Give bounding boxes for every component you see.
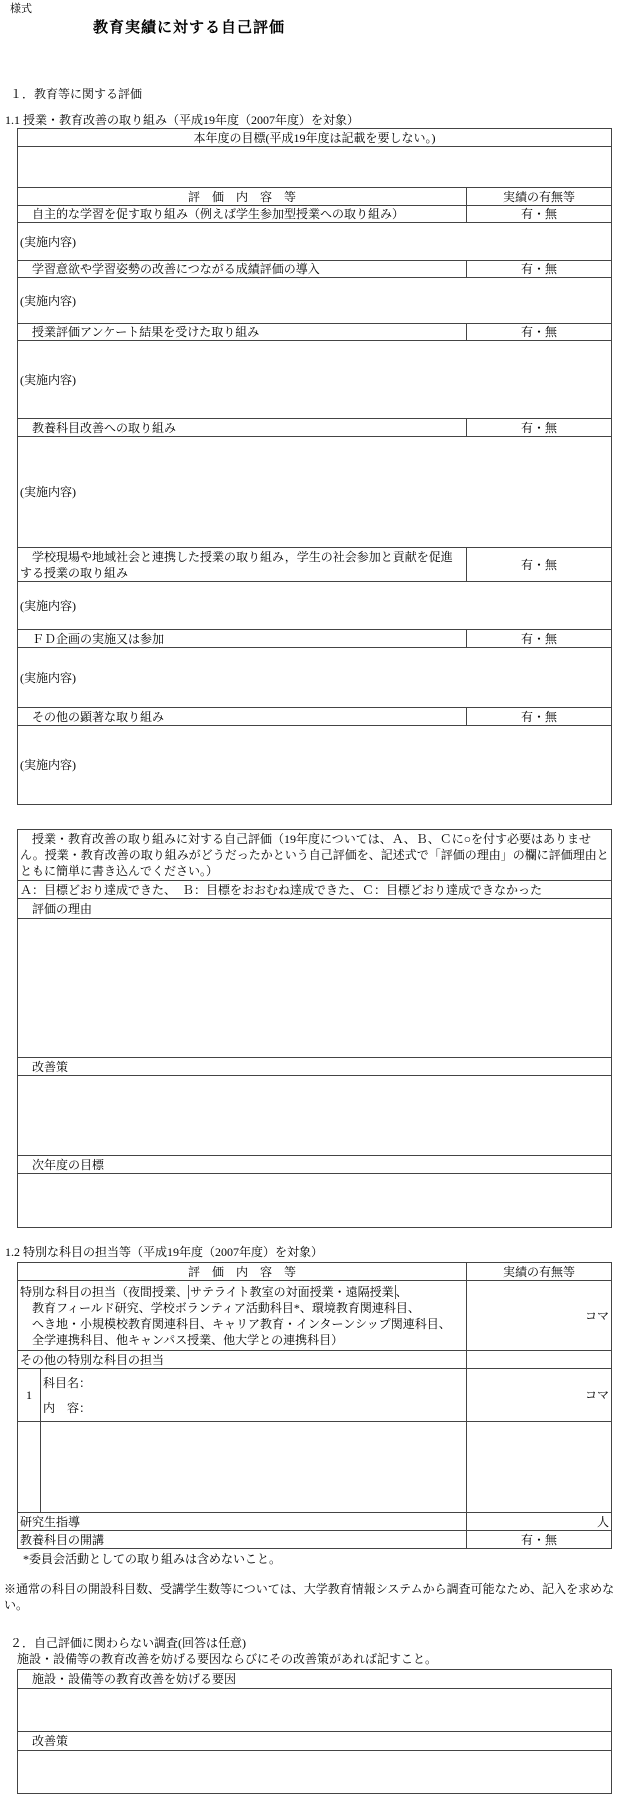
special-line1-prefix: 特別な科目の担当（夜間授業、	[20, 1284, 189, 1299]
impl-area-independent-learning[interactable]	[18, 223, 612, 261]
self-evaluation-table	[17, 829, 612, 1228]
column-header-result: 実績の有無等	[467, 1263, 612, 1281]
next-year-goal-input-area[interactable]	[18, 1174, 612, 1228]
committee-footnote: *委員会活動としての取り組みは含めないこと。	[23, 1552, 282, 1566]
item-label-fd-program: ＦＤ企画の実施又は参加	[18, 630, 467, 648]
impl-label: (実施内容)	[20, 234, 76, 249]
page-title: 教育実績に対する自己評価	[93, 20, 286, 36]
special-subjects-unit[interactable]: コマ	[467, 1281, 612, 1351]
liberal-arts-offering-label: 教養科目の開講	[18, 1531, 467, 1549]
impl-label: (実施内容)	[20, 598, 76, 613]
facility-improvement-label: 改善策	[18, 1732, 612, 1751]
impl-area-other-notable[interactable]	[18, 726, 612, 805]
annual-goal-header: 本年度の目標(平成19年度は記載を要しない。)	[18, 129, 612, 147]
impl-label: (実施内容)	[20, 372, 76, 387]
section2-heading: ２．自己評価に関わらない調査(回答は任意)	[10, 1636, 246, 1650]
item-result-survey-response[interactable]: 有・無	[467, 324, 612, 341]
self-eval-intro: 授業・教育改善の取り組みに対する自己評価（19年度については、Ａ、Ｂ、Ｃに○を付す必要はありません。授業・教育改善の取り組みがどうだったかという自己評価を、記述式で「評価の理由」の欄に評価理由とともに簡単に書き込んでください。）	[18, 830, 612, 881]
special-subjects-line4: 全学連携科目、他キャンパス授業、他大学との連携科目）	[20, 1332, 344, 1347]
impl-area-fd-program[interactable]	[18, 648, 612, 708]
impl-area-community-collaboration[interactable]	[18, 582, 612, 630]
item-label-community-collaboration: 学校現場や地域社会と連携した授業の取り組み，学生の社会参加と貢献を促進する授業の取り組み	[18, 548, 467, 582]
special-line1-boxed-text: サテライト教室の対面授業・遠隔授業	[190, 1284, 394, 1299]
item-label-independent-learning: 自主的な学習を促す取り組み（例えば学生参加型授業への取り組み）	[18, 206, 467, 223]
other-special-subjects-value[interactable]	[467, 1351, 612, 1369]
facility-factor-input-area[interactable]	[18, 1689, 612, 1732]
special-line1-suffix: 、	[395, 1284, 408, 1299]
impl-label: (実施内容)	[20, 293, 76, 308]
item-result-grade-evaluation[interactable]: 有・無	[467, 261, 612, 278]
liberal-arts-offering-value[interactable]: 有・無	[467, 1531, 612, 1549]
empty-subject-entry-cell[interactable]	[41, 1422, 467, 1513]
special-subjects-line1	[20, 1284, 464, 1300]
improvement-plan-label: 改善策	[18, 1058, 612, 1076]
annual-goal-input-area[interactable]	[18, 147, 612, 188]
facilities-table	[17, 1669, 612, 1794]
eval-reason-label: 評価の理由	[18, 899, 612, 919]
section1-1-heading: 1.1 授業・教育改善の取り組み（平成19年度（2007年度）を対象）	[5, 113, 360, 127]
facility-factor-label: 施設・設備等の教育改善を妨げる要因	[18, 1670, 612, 1689]
subject-entry-unit[interactable]: コマ	[467, 1369, 612, 1422]
impl-area-liberal-arts-improvement[interactable]	[18, 437, 612, 548]
impl-label: (実施内容)	[20, 758, 76, 772]
item-result-fd-program[interactable]: 有・無	[467, 630, 612, 648]
item-result-liberal-arts-improvement[interactable]: 有・無	[467, 419, 612, 437]
empty-row-number-cell[interactable]	[18, 1422, 41, 1513]
subject-name-label: 科目名：	[43, 1375, 92, 1390]
empty-subject-unit-cell[interactable]	[467, 1422, 612, 1513]
system-survey-note: ※通常の科目の開設科目数、受講学生数等については、大学教育情報システムから調査可能なため、記入を求めない。	[4, 1582, 615, 1612]
impl-label: (実施内容)	[20, 485, 76, 499]
special-subjects-line3: へき地・小規模校教育関連科目、キャリア教育・インターンシップ関連科目、	[20, 1316, 451, 1331]
special-subjects-table	[17, 1262, 612, 1549]
section1-2-heading: 1.2 特別な科目の担当等（平成19年度（2007年度）を対象）	[5, 1245, 324, 1259]
item-result-community-collaboration[interactable]: 有・無	[467, 548, 612, 582]
improvement-plan-input-area[interactable]	[18, 1076, 612, 1156]
item-label-liberal-arts-improvement: 教養科目改善への取り組み	[18, 419, 467, 437]
form-type-label: 様式	[10, 3, 32, 15]
impl-area-grade-evaluation[interactable]	[18, 278, 612, 324]
eval-reason-input-area[interactable]	[18, 919, 612, 1058]
item-result-other-notable[interactable]: 有・無	[467, 708, 612, 726]
graduate-guidance-label: 研究生指導	[18, 1513, 467, 1531]
next-year-goal-label: 次年度の目標	[18, 1156, 612, 1174]
graduate-guidance-unit[interactable]: 人	[467, 1513, 612, 1531]
column-header-result: 実績の有無等	[467, 188, 612, 206]
impl-area-survey-response[interactable]	[18, 341, 612, 419]
column-header-content: 評 価 内 容 等	[18, 1263, 467, 1281]
item-label-grade-evaluation: 学習意欲や学習姿勢の改善につながる成績評価の導入	[18, 261, 467, 278]
item-label-survey-response: 授業評価アンケート結果を受けた取り組み	[18, 324, 467, 341]
section2-instruction: 施設・設備等の教育改善を妨げる要因ならびにその改善策があれば記すこと。	[17, 1652, 438, 1666]
facility-improvement-input-area[interactable]	[18, 1751, 612, 1794]
item-result-independent-learning[interactable]: 有・無	[467, 206, 612, 223]
impl-label: (実施内容)	[20, 670, 76, 685]
special-subjects-description	[18, 1281, 467, 1351]
row-number: 1	[18, 1369, 41, 1422]
item-label-other-notable: その他の顕著な取り組み	[18, 708, 467, 726]
self-eval-scale: Ａ：目標どおり達成できた、 Ｂ：目標をおおむね達成できた、Ｃ：目標どおり達成できなかった	[18, 881, 612, 899]
other-special-subjects-label: その他の特別な科目の担当	[18, 1351, 467, 1369]
column-header-content: 評 価 内 容 等	[18, 188, 467, 206]
improvement-items-table	[17, 128, 612, 805]
special-subjects-line2: 教育フィールド研究、学校ボランティア活動科目*、環境教育関連科目、	[20, 1300, 420, 1315]
section1-heading: １．教育等に関する評価	[10, 87, 143, 101]
subject-content-label: 内 容：	[43, 1400, 92, 1415]
subject-entry-cell[interactable]	[41, 1369, 467, 1422]
